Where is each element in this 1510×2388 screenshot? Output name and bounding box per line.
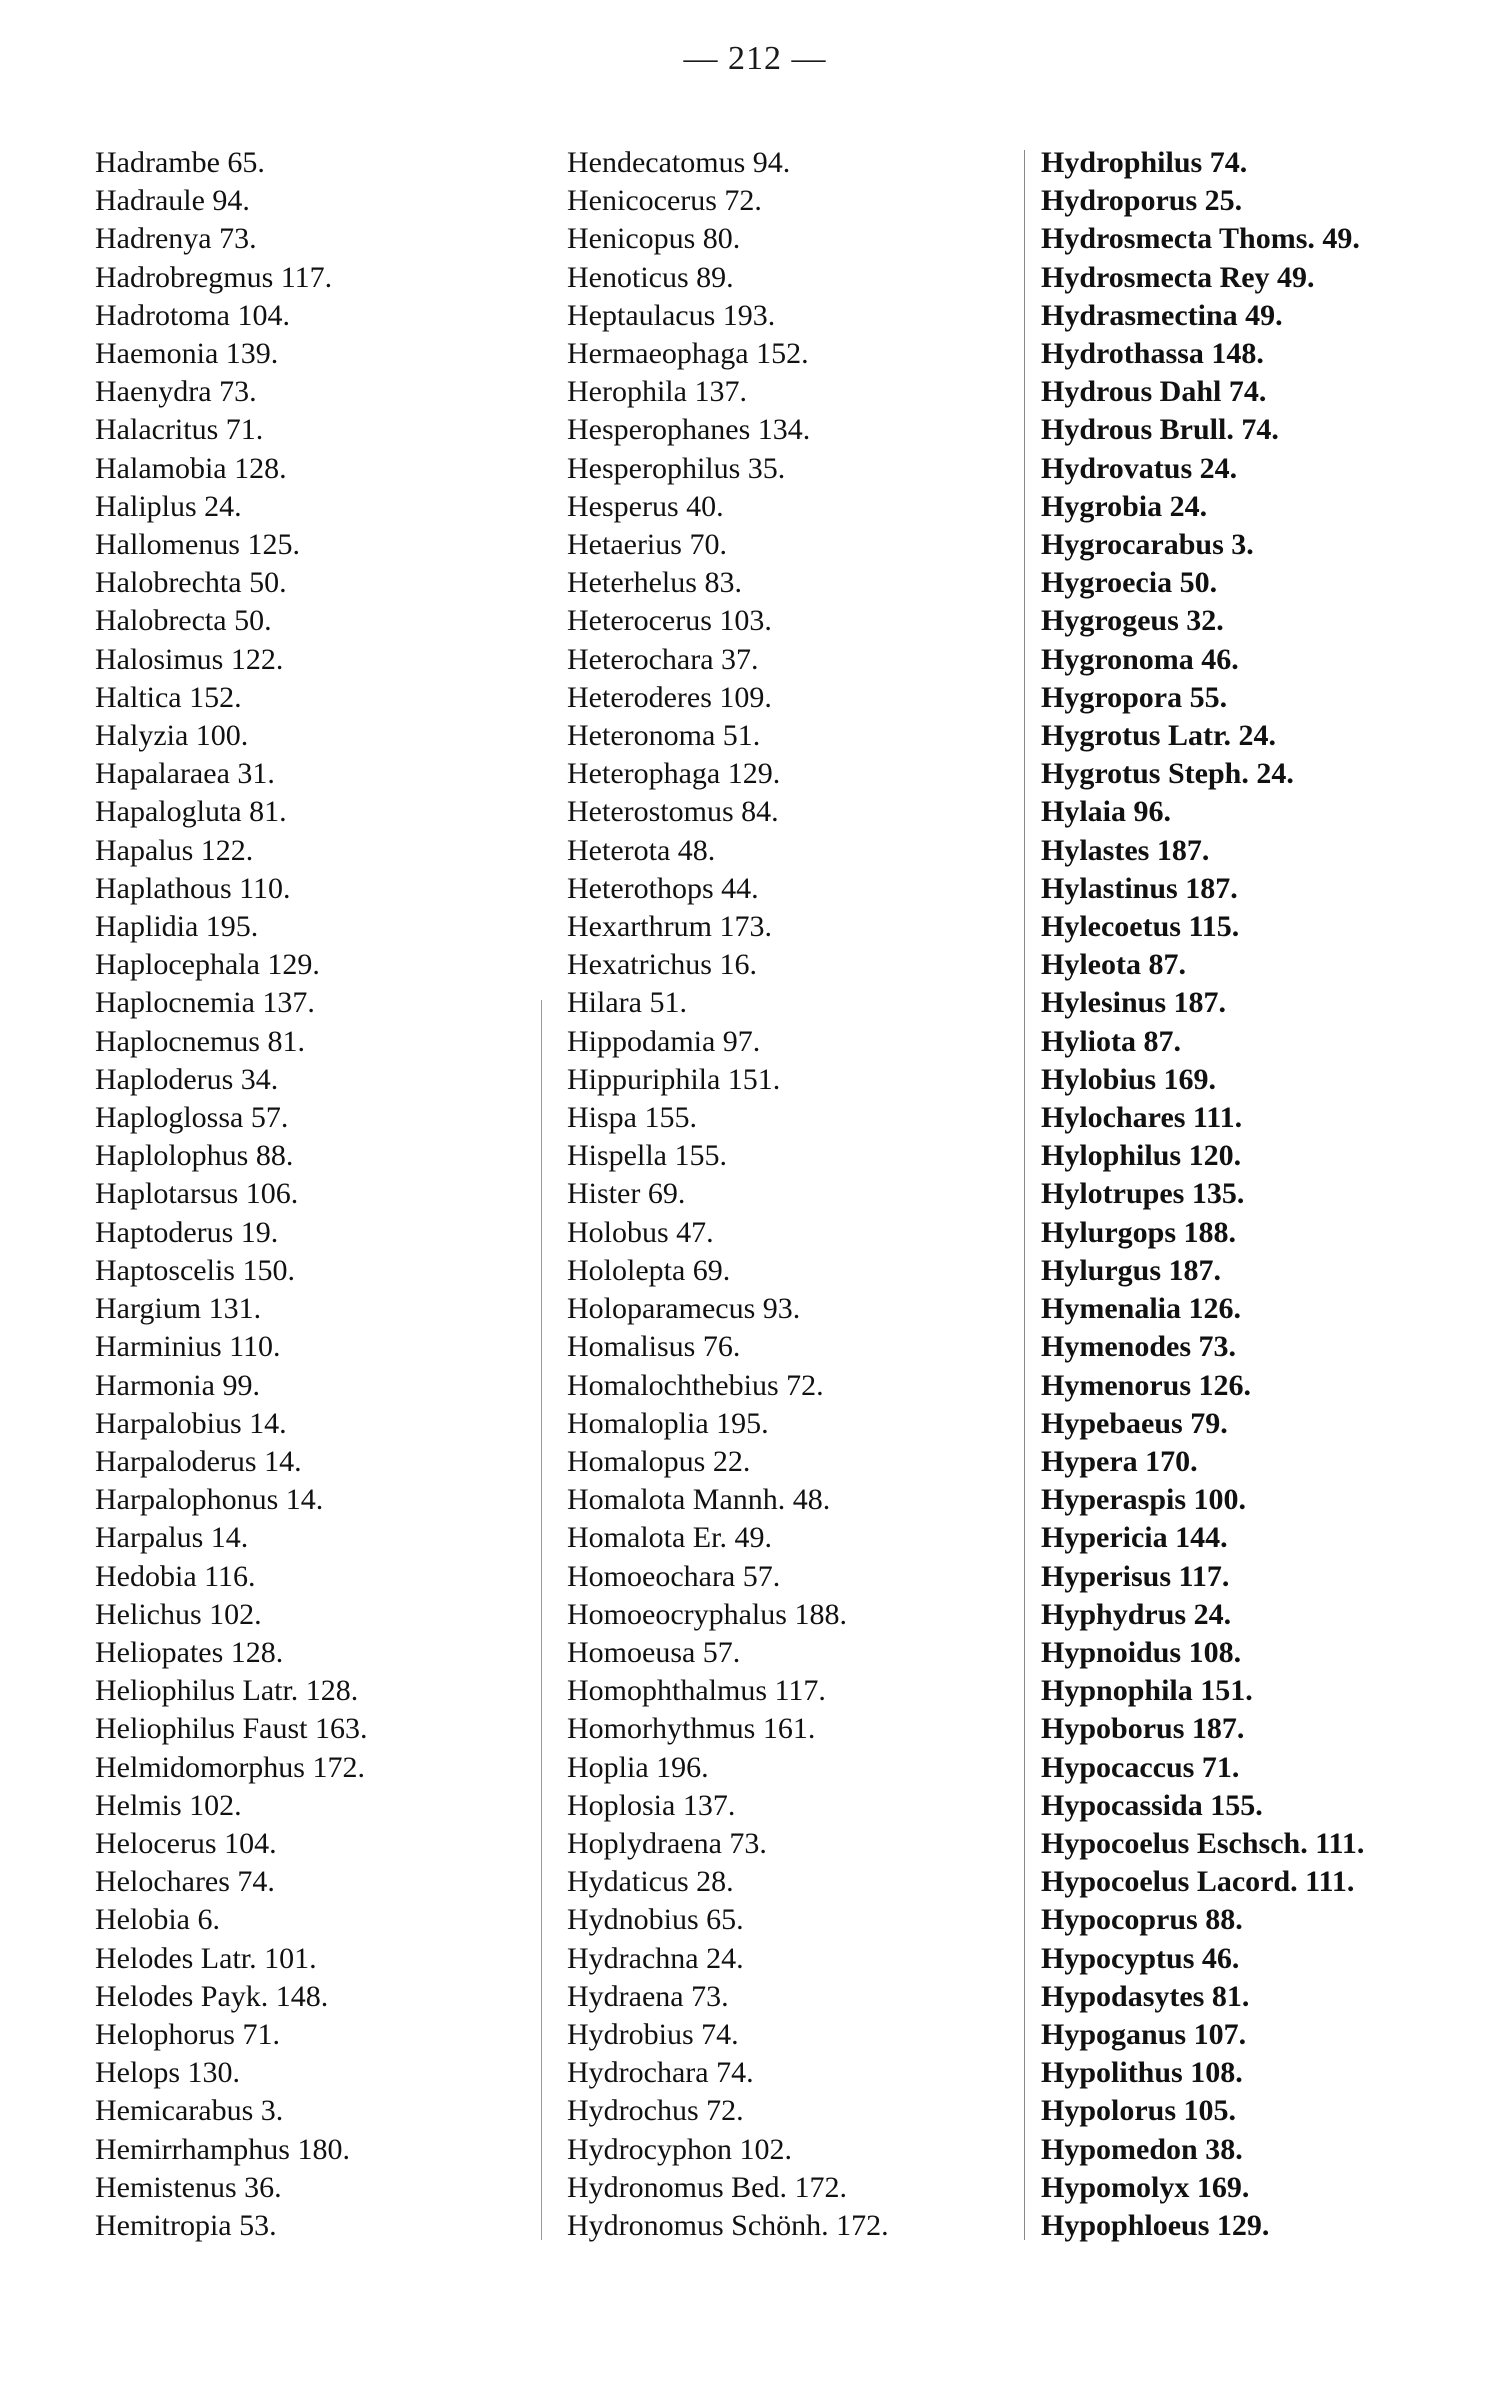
index-entry: Hygropora 55. [1041,680,1228,714]
index-entry: Hypophloeus 129. [1041,2208,1270,2242]
index-entry: Hygronoma 46. [1041,642,1239,676]
index-entry: Hypocoelus Lacord. 111. [1041,1865,1355,1899]
index-entry: Hylobius 169. [1041,1062,1217,1096]
index-entry: Hadrenya 73. [95,222,257,256]
column-divider-2 [1024,150,1025,2240]
index-entry: Hoplydraena 73. [567,1826,767,1860]
index-entry: Hypera 170. [1041,1444,1198,1478]
index-entry: Haptoderus 19. [95,1215,279,1249]
index-entry: Hydrobius 74. [567,2017,739,2051]
column-divider-1 [541,1000,542,2240]
index-entry: Homalota Er. 49. [567,1521,772,1555]
index-entry: Hypolorus 105. [1041,2094,1237,2128]
index-entry: Homorhythmus 161. [567,1712,816,1746]
index-entry: Halamobia 128. [95,451,287,485]
index-entry: Holobus 47. [567,1215,714,1249]
index-entry: Hexarthrum 173. [567,910,772,944]
index-entry: Hermaeophaga 152. [567,337,809,371]
index-entry: Heterocerus 103. [567,604,772,638]
index-entry: Hesperophanes 134. [567,413,811,447]
index-entry: Hydrocyphon 102. [567,2132,792,2166]
index-entry: Hypomedon 38. [1041,2132,1243,2166]
index-entry: Hymenorus 126. [1041,1368,1251,1402]
index-entry: Homalota Mannh. 48. [567,1483,831,1517]
index-entry: Holoparamecus 93. [567,1292,801,1326]
index-entry: Hypomolyx 169. [1041,2170,1250,2204]
index-entry: Haplotarsus 106. [95,1177,299,1211]
index-entry: Haliplus 24. [95,489,242,523]
index-entry: Hylastinus 187. [1041,871,1238,905]
index-entry: Hylotrupes 135. [1041,1177,1245,1211]
index-entry: Hemicarabus 3. [95,2094,284,2128]
index-entry: Heterota 48. [567,833,716,867]
index-entry: Harminius 110. [95,1330,281,1364]
index-entry: Hyliota 87. [1041,1024,1181,1058]
index-entry: Haplidia 195. [95,910,259,944]
index-entry: Hydrothassa 148. [1041,337,1264,371]
index-entry: Hylecoetus 115. [1041,910,1240,944]
index-entry: Harmonia 99. [95,1368,260,1402]
index-entry: Hoplia 196. [567,1750,709,1784]
index-entry: Hemirrhamphus 180. [95,2132,350,2166]
index-entry: Helodes Payk. 148. [95,1979,329,2013]
index-entry: Hispella 155. [567,1139,727,1173]
index-entry: Hylurgops 188. [1041,1215,1237,1249]
index-entry: Heteronoma 51. [567,719,761,753]
index-entry: Hymenalia 126. [1041,1292,1241,1326]
index-entry: Hydaticus 28. [567,1865,734,1899]
index-entry: Hypebaeus 79. [1041,1406,1228,1440]
index-entry: Haplolophus 88. [95,1139,294,1173]
index-entry: Hendecatomus 94. [567,146,791,179]
index-entry: Hispa 155. [567,1101,697,1135]
index-entry: Heterothops 44. [567,871,759,905]
index-entry: Hylochares 111. [1041,1101,1243,1135]
index-entry: Hylurgus 187. [1041,1253,1222,1287]
index-entry: Halacritus 71. [95,413,264,447]
index-entry: Hoplosia 137. [567,1788,736,1822]
index-entry: Hydrochus 72. [567,2094,744,2128]
index-entry: Hesperophilus 35. [567,451,786,485]
index-entry: Hexatrichus 16. [567,948,757,982]
index-entry: Halobrecta 50. [95,604,272,638]
index-entry: Heteroderes 109. [567,680,772,714]
page-number: — 212 — [683,40,827,77]
index-entry: Hypolithus 108. [1041,2056,1243,2090]
index-entry: Homalochthebius 72. [567,1368,824,1402]
index-entry: Heterostomus 84. [567,795,779,829]
index-entry: Homoeochara 57. [567,1559,781,1593]
index-entry: Hypocassida 155. [1041,1788,1263,1822]
index-entry: Haploderus 34. [95,1062,279,1096]
index-entry: Harpalophonus 14. [95,1483,324,1517]
index-entry: Heptaulacus 193. [567,298,776,332]
index-entry: Hypnophila 151. [1041,1674,1253,1708]
index-entry: Hetaerius 70. [567,528,727,562]
index-entry: Hygrotus Latr. 24. [1041,719,1277,753]
index-entry: Helocerus 104. [95,1826,277,1860]
index-entry: Helodes Latr. 101. [95,1941,317,1975]
index-entry: Helochares 74. [95,1865,275,1899]
index-entry: Homaloplia 195. [567,1406,769,1440]
index-entry: Hallomenus 125. [95,528,300,562]
index-entry: Heterophaga 129. [567,757,781,791]
index-entry: Hololepta 69. [567,1253,731,1287]
index-entry: Homoeusa 57. [567,1635,741,1669]
index-entry: Haltica 152. [95,680,242,714]
index-entry: Hister 69. [567,1177,686,1211]
index-entry: Hyphydrus 24. [1041,1597,1232,1631]
index-entry: Herophila 137. [567,375,747,409]
index-entry: Helophorus 71. [95,2017,280,2051]
index-entry: Haptoscelis 150. [95,1253,295,1287]
index-entry: Haplocephala 129. [95,948,320,982]
index-entry: Hapalaraea 31. [95,757,275,791]
index-entry: Hyleota 87. [1041,948,1186,982]
index-entry: Haploglossa 57. [95,1101,289,1135]
index-entry: Hydroporus 25. [1041,184,1243,218]
index-entry: Hippodamia 97. [567,1024,761,1058]
index-entry: Hydrasmectina 49. [1041,298,1283,332]
index-entry: Hypoganus 107. [1041,2017,1247,2051]
index-entry: Hypoborus 187. [1041,1712,1245,1746]
index-entry: Haplathous 110. [95,871,291,905]
index-entry: Hypocoprus 88. [1041,1903,1243,1937]
index-entry: Haplocnemia 137. [95,986,315,1020]
index-entry: Hemistenus 36. [95,2170,282,2204]
index-entry: Hygrocarabus 3. [1041,528,1254,562]
index-entry: Hydrous Brull. 74. [1041,413,1279,447]
index-entry: Hydrovatus 24. [1041,451,1238,485]
index-column-3 [1041,144,1481,2245]
index-entry: Hilara 51. [567,986,687,1020]
index-entry: Henicocerus 72. [567,184,762,218]
index-entry: Hydraena 73. [567,1979,729,2013]
index-entry: Helops 130. [95,2056,240,2090]
index-entry: Heliophilus Faust 163. [95,1712,368,1746]
index-entry: Halosimus 122. [95,642,284,676]
index-entry: Hydrosmecta Rey 49. [1041,260,1315,294]
index-entry: Hydronomus Schönh. 172. [567,2208,889,2242]
index-entry: Hypocaccus 71. [1041,1750,1240,1784]
index-entry: Heliophilus Latr. 128. [95,1674,359,1708]
index-entry: Helobia 6. [95,1903,220,1937]
index-entry: Hylastes 187. [1041,833,1210,867]
index-entry: Hygrotus Steph. 24. [1041,757,1294,791]
index-entry: Hypnoidus 108. [1041,1635,1242,1669]
index-entry: Homophthalmus 117. [567,1674,826,1708]
index-entry: Hesperus 40. [567,489,724,523]
index-entry: Hylaia 96. [1041,795,1172,829]
index-entry: Harpalobius 14. [95,1406,287,1440]
index-entry: Hydrous Dahl 74. [1041,375,1267,409]
index-entry: Helmidomorphus 172. [95,1750,365,1784]
index-entry: Homalopus 22. [567,1444,751,1478]
index-entry: Hadraule 94. [95,184,250,218]
index-entry: Hadrobregmus 117. [95,260,333,294]
index-entry: Hargium 131. [95,1292,262,1326]
index-entry: Hapalus 122. [95,833,254,867]
index-entry: Hygrobia 24. [1041,489,1208,523]
index-entry: Hygrogeus 32. [1041,604,1224,638]
index-entry: Hippuriphila 151. [567,1062,781,1096]
index-entry: Henoticus 89. [567,260,734,294]
index-entry: Hemitropia 53. [95,2208,277,2242]
index-entry: Hygroecia 50. [1041,566,1218,600]
index-entry: Haplocnemus 81. [95,1024,305,1058]
index-entry: Hylesinus 187. [1041,986,1227,1020]
index-entry: Hydrosmecta Thoms. 49. [1041,222,1360,256]
index-entry: Heterochara 37. [567,642,759,676]
index-entry: Hydrachna 24. [567,1941,744,1975]
index-entry: Hypocyptus 46. [1041,1941,1240,1975]
index-entry: Harpalus 14. [95,1521,249,1555]
index-entry: Helichus 102. [95,1597,262,1631]
index-entry: Hedobia 116. [95,1559,256,1593]
index-entry: Homoeocryphalus 188. [567,1597,847,1631]
index-entry: Hydrophilus 74. [1041,146,1248,179]
index-entry: Hyperaspis 100. [1041,1483,1247,1517]
index-entry: Hylophilus 120. [1041,1139,1242,1173]
index-entry: Hydronomus Bed. 172. [567,2170,847,2204]
index-entry: Hyperisus 117. [1041,1559,1230,1593]
index-entry: Haenydra 73. [95,375,257,409]
index-entry: Haemonia 139. [95,337,279,371]
index-entry: Halyzia 100. [95,719,249,753]
index-entry: Hypocoelus Eschsch. 111. [1041,1826,1365,1860]
index-entry: Helmis 102. [95,1788,242,1822]
index-entry: Henicopus 80. [567,222,741,256]
index-entry: Hapalogluta 81. [95,795,287,829]
index-entry: Hydrochara 74. [567,2056,754,2090]
index-entry: Harpaloderus 14. [95,1444,302,1478]
index-entry: Heterhelus 83. [567,566,742,600]
index-entry: Hadrotoma 104. [95,298,290,332]
index-column-2 [567,144,997,2245]
index-entry: Halobrechta 50. [95,566,287,600]
index-entry: Homalisus 76. [567,1330,741,1364]
index-entry: Hypericia 144. [1041,1521,1228,1555]
index-entry: Hymenodes 73. [1041,1330,1236,1364]
index-column-1 [95,144,525,2245]
index-entry: Heliopates 128. [95,1635,284,1669]
index-entry: Hypodasytes 81. [1041,1979,1250,2013]
index-entry: Hydnobius 65. [567,1903,744,1937]
index-entry: Hadrambe 65. [95,146,265,179]
